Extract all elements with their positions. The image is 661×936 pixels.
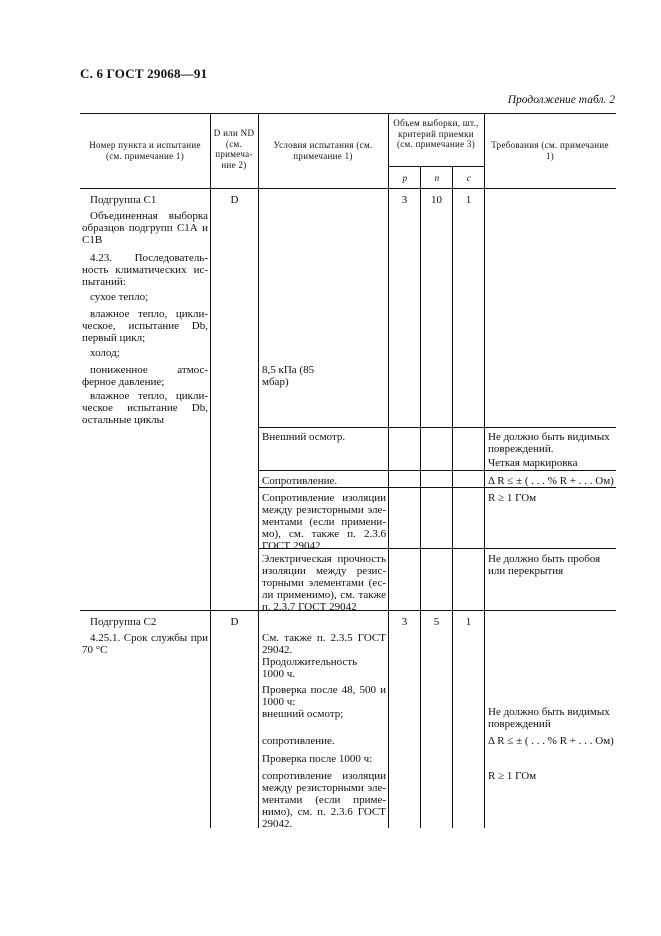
c1-resistance-requirement: Δ R ≤ ± ( . . . % R + . . . Ом)	[488, 475, 614, 487]
c1-resistance: Сопротивление.	[262, 475, 338, 487]
c2-insulation-resistance: сопротивление изоляции между резисторными эле- ментами (если приме- нимо), см. п. 2.3.6 ГОСТ 29042.	[262, 770, 386, 830]
c2-duration: Продолжительность 1000 ч.	[262, 656, 358, 680]
group-c1-n: 10	[431, 194, 442, 206]
c1-insulation-requirement: R ≥ 1 ГОм	[488, 492, 537, 504]
c1-visual-inspection: Внешний осмотр.	[262, 431, 346, 443]
low-pressure-value: 8,5 кПа (85 мбар)	[262, 364, 315, 388]
c1-insulation-resistance: Сопротивление изоляции между резисторными эле- ментами (если примени- мо), см. также п. 2.3.6 ГОСТ 29042.	[262, 492, 386, 552]
group-c1-combined-sample: Объединенная выборка образцов подгрупп С1А и С1В	[82, 210, 208, 246]
column-header-d-nd: D или ND (см. примеча- ние 2)	[213, 128, 255, 170]
row-divider	[258, 487, 616, 488]
item-damp-heat-rest: влажное тепло, цикли- ческое испытание Db, остальные циклы	[82, 390, 208, 426]
group-c1-title: Подгруппа С1	[90, 194, 157, 206]
column-header-sample: Объем выборки, шт., критерий приемки (см. примечание 3)	[393, 118, 479, 149]
sample-subheader-divider	[388, 166, 484, 167]
c1-visual-requirement: Не должно быть видимых повреждений.	[488, 431, 610, 455]
c2-insulation-requirement: R ≥ 1 ГОм	[488, 770, 537, 782]
c1-dielectric-strength: Электрическая прочность изоляции между резис- торными элементами (ес- ли применимо), см. также п. 2.3.7 ГОСТ 29042	[262, 553, 386, 613]
item-dry-heat: сухое тепло;	[90, 291, 149, 303]
item-low-pressure: пониженное атмос- ферное давление;	[82, 364, 208, 388]
c2-see-also: См. также п. 2.3.5 ГОСТ 29042.	[262, 632, 386, 656]
group-c2-title: Подгруппа С2	[90, 616, 157, 628]
column-header-p: p	[402, 173, 408, 183]
row-divider	[258, 470, 616, 471]
group-c1-p: 3	[401, 194, 408, 206]
c2-visual-inspection: внешний осмотр;	[262, 708, 344, 720]
column-header-conditions: Условия испытания (см. примечание 1)	[273, 140, 373, 161]
c2-visual-requirement: Не должно быть видимых повреждений	[488, 706, 610, 730]
c2-check-after: Проверка после 48, 500 и 1000 ч:	[262, 684, 386, 708]
group-c1-c: 1	[465, 194, 472, 206]
column-divider-1	[210, 113, 211, 828]
item-4-23: 4.23. Последователь- ность климатических ис- пытаний:	[82, 252, 208, 288]
group-c2-c: 1	[465, 616, 472, 628]
column-header-requirements: Требования (см. примечание 1)	[491, 140, 609, 161]
table-top-border	[80, 113, 616, 114]
header-bottom-border	[80, 188, 616, 189]
c2-resistance: сопротивление.	[262, 735, 335, 747]
group-c2-d: D	[230, 616, 239, 628]
row-divider	[258, 427, 616, 428]
column-divider-n	[452, 166, 453, 828]
page-header: С. 6 ГОСТ 29068—91	[80, 66, 208, 81]
column-divider-p	[420, 166, 421, 828]
group-c2-n: 5	[433, 616, 440, 628]
item-damp-heat-first: влажное тепло, цикли- ческое, испытание Db, первый цикл;	[82, 308, 208, 344]
column-header-n: n	[434, 173, 440, 183]
column-header-c: c	[466, 173, 472, 183]
item-4-25-1: 4.25.1. Срок службы при 70 °С	[82, 632, 208, 656]
column-header-item: Номер пункта и испытание (см. примечание 1)	[89, 140, 201, 161]
c2-resistance-requirement: Δ R ≤ ± ( . . . % R + . . . Ом)	[488, 735, 614, 747]
c1-dielectric-requirement: Не должно быть пробоя или перекрытия	[488, 553, 601, 577]
item-cold: холод;	[90, 347, 120, 359]
group-c1-d: D	[230, 194, 239, 206]
group-c2-p: 3	[401, 616, 408, 628]
table-continuation-label: Продолжение табл. 2	[507, 94, 615, 106]
c2-check-1000h: Проверка после 1000 ч:	[262, 753, 373, 765]
c1-marking-requirement: Четкая маркировка	[488, 457, 578, 469]
